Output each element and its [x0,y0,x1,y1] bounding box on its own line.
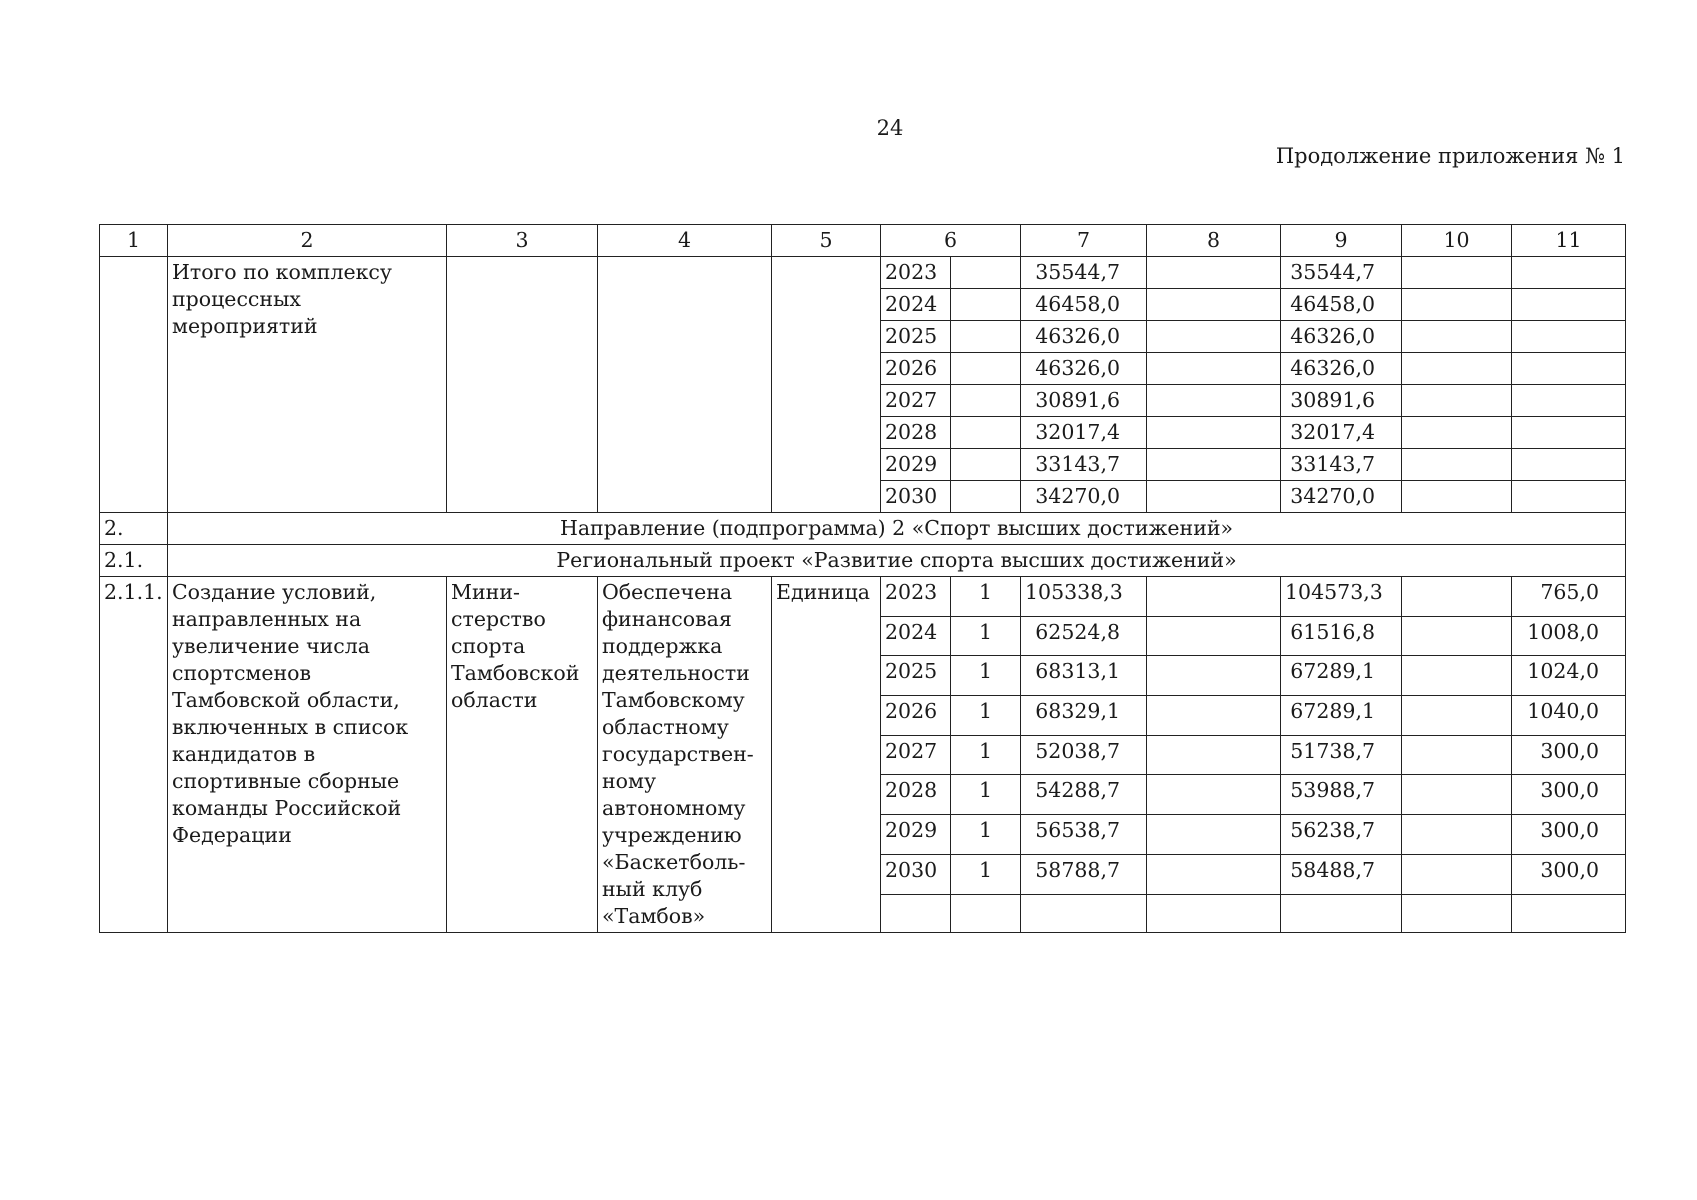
value-cell: 58788,7 [1021,854,1147,894]
value-cell [1147,775,1281,815]
value-cell: 300,0 [1512,854,1626,894]
value-cell [1147,854,1281,894]
qty-cell: 1 [951,577,1021,617]
header-cell: 4 [598,225,772,257]
total-name-cell: Итого по комплексу процессных мероприятий [168,257,447,513]
year-cell: 2026 [881,353,951,385]
value-cell: 56538,7 [1021,815,1147,855]
year-cell: 2027 [881,385,951,417]
value-cell [1147,353,1281,385]
page-number: 24 [876,116,904,140]
value-cell: 46326,0 [1021,353,1147,385]
empty-cell [772,257,881,513]
value-cell: 35544,7 [1021,257,1147,289]
value-cell [1402,321,1512,353]
value-cell: 34270,0 [1021,481,1147,513]
appendix-note: Продолжение приложения № 1 [1275,144,1625,168]
year-cell: 2029 [881,449,951,481]
year-cell: 2025 [881,656,951,696]
value-cell [1512,289,1626,321]
year-cell: 2030 [881,481,951,513]
value-cell [1512,257,1626,289]
value-cell [1512,353,1626,385]
qty-cell: 1 [951,616,1021,656]
value-cell: 67289,1 [1281,656,1402,696]
value-cell [1147,577,1281,617]
value-cell [1147,417,1281,449]
qty-cell: 1 [951,696,1021,736]
year-cell: 2030 [881,854,951,894]
value-cell: 32017,4 [1281,417,1402,449]
value-cell: 33143,7 [1021,449,1147,481]
value-cell [1147,321,1281,353]
value-cell: 1040,0 [1512,696,1626,736]
section-title: Региональный проект «Развитие спорта высших достижений» [168,545,1626,577]
annex-table [99,224,1626,933]
value-cell: 105338,3 [1021,577,1147,617]
value-cell [1147,449,1281,481]
value-cell: 67289,1 [1281,696,1402,736]
qty-cell [951,417,1021,449]
value-cell [1147,815,1281,855]
value-cell: 46326,0 [1021,321,1147,353]
value-cell: 53988,7 [1281,775,1402,815]
header-cell: 8 [1147,225,1281,257]
value-cell [1402,385,1512,417]
qty-cell [951,353,1021,385]
item-result-cell: Обеспечена финансовая поддержка деятельности Тамбовскому областному государствен-ному автономному учреждению «Баскетболь-ный клуб «Тамбов» [598,577,772,933]
section-num-cell: 2. [100,513,168,545]
empty-cell [447,257,598,513]
value-cell: 32017,4 [1021,417,1147,449]
item-name-cell: Создание условий, направленных на увеличение числа спортсменов Тамбовской области, включенных в список кандидатов в спортивные сборные команды Российской Федерации [168,577,447,933]
value-cell: 35544,7 [1281,257,1402,289]
qty-cell [951,385,1021,417]
value-cell [1402,577,1512,617]
value-cell [1147,696,1281,736]
empty-cell [1512,894,1626,933]
year-cell: 2028 [881,775,951,815]
value-cell: 1024,0 [1512,656,1626,696]
qty-cell [951,321,1021,353]
value-cell [1147,257,1281,289]
header-cell: 5 [772,225,881,257]
section-row [100,513,1626,545]
item-unit-cell: Единица [772,577,881,933]
header-cell: 11 [1512,225,1626,257]
header-cell: 9 [1281,225,1402,257]
value-cell: 46326,0 [1281,321,1402,353]
header-cell: 2 [168,225,447,257]
value-cell: 104573,3 [1281,577,1402,617]
total-num-cell [100,257,168,513]
table-row [100,577,1626,617]
year-cell: 2024 [881,616,951,656]
value-cell [1402,696,1512,736]
header-cell: 7 [1021,225,1147,257]
qty-cell: 1 [951,854,1021,894]
year-cell: 2024 [881,289,951,321]
year-cell: 2023 [881,257,951,289]
qty-cell: 1 [951,735,1021,775]
value-cell [1402,616,1512,656]
value-cell: 30891,6 [1021,385,1147,417]
qty-cell [951,257,1021,289]
year-cell: 2026 [881,696,951,736]
value-cell [1512,385,1626,417]
value-cell [1402,815,1512,855]
header-cell: 6 [881,225,1021,257]
value-cell: 51738,7 [1281,735,1402,775]
value-cell [1402,257,1512,289]
empty-cell [881,894,951,933]
empty-cell [1281,894,1402,933]
qty-cell: 1 [951,775,1021,815]
year-cell: 2027 [881,735,951,775]
value-cell [1512,481,1626,513]
empty-cell [1021,894,1147,933]
value-cell [1147,616,1281,656]
empty-cell [1402,894,1512,933]
value-cell [1147,385,1281,417]
empty-cell [1147,894,1281,933]
table-row [100,257,1626,289]
qty-cell: 1 [951,815,1021,855]
value-cell [1512,417,1626,449]
value-cell: 46458,0 [1281,289,1402,321]
value-cell: 61516,8 [1281,616,1402,656]
qty-cell: 1 [951,656,1021,696]
value-cell: 30891,6 [1281,385,1402,417]
item-num-cell: 2.1.1. [100,577,168,933]
value-cell [1147,656,1281,696]
value-cell [1402,656,1512,696]
section-num-cell: 2.1. [100,545,168,577]
header-cell: 3 [447,225,598,257]
empty-cell [598,257,772,513]
value-cell [1512,449,1626,481]
value-cell: 58488,7 [1281,854,1402,894]
value-cell: 300,0 [1512,815,1626,855]
value-cell [1512,321,1626,353]
qty-cell [951,449,1021,481]
value-cell [1402,735,1512,775]
header-cell: 1 [100,225,168,257]
value-cell: 46326,0 [1281,353,1402,385]
value-cell: 300,0 [1512,735,1626,775]
value-cell [1402,353,1512,385]
value-cell: 68329,1 [1021,696,1147,736]
value-cell: 46458,0 [1021,289,1147,321]
value-cell: 34270,0 [1281,481,1402,513]
value-cell [1147,735,1281,775]
value-cell: 68313,1 [1021,656,1147,696]
value-cell: 56238,7 [1281,815,1402,855]
value-cell [1402,775,1512,815]
value-cell [1402,417,1512,449]
value-cell: 52038,7 [1021,735,1147,775]
value-cell: 54288,7 [1021,775,1147,815]
value-cell: 765,0 [1512,577,1626,617]
item-responsible-cell: Мини-стерство спорта Тамбовской области [447,577,598,933]
header-row [100,225,1626,257]
empty-cell [951,894,1021,933]
value-cell: 62524,8 [1021,616,1147,656]
value-cell [1147,289,1281,321]
header-cell: 10 [1402,225,1512,257]
year-cell: 2023 [881,577,951,617]
value-cell [1402,449,1512,481]
value-cell: 300,0 [1512,775,1626,815]
year-cell: 2028 [881,417,951,449]
qty-cell [951,289,1021,321]
value-cell [1402,481,1512,513]
value-cell [1147,481,1281,513]
section-row [100,545,1626,577]
year-cell: 2029 [881,815,951,855]
value-cell: 33143,7 [1281,449,1402,481]
value-cell [1402,854,1512,894]
year-cell: 2025 [881,321,951,353]
value-cell: 1008,0 [1512,616,1626,656]
value-cell [1402,289,1512,321]
qty-cell [951,481,1021,513]
section-title: Направление (подпрограмма) 2 «Спорт высших достижений» [168,513,1626,545]
